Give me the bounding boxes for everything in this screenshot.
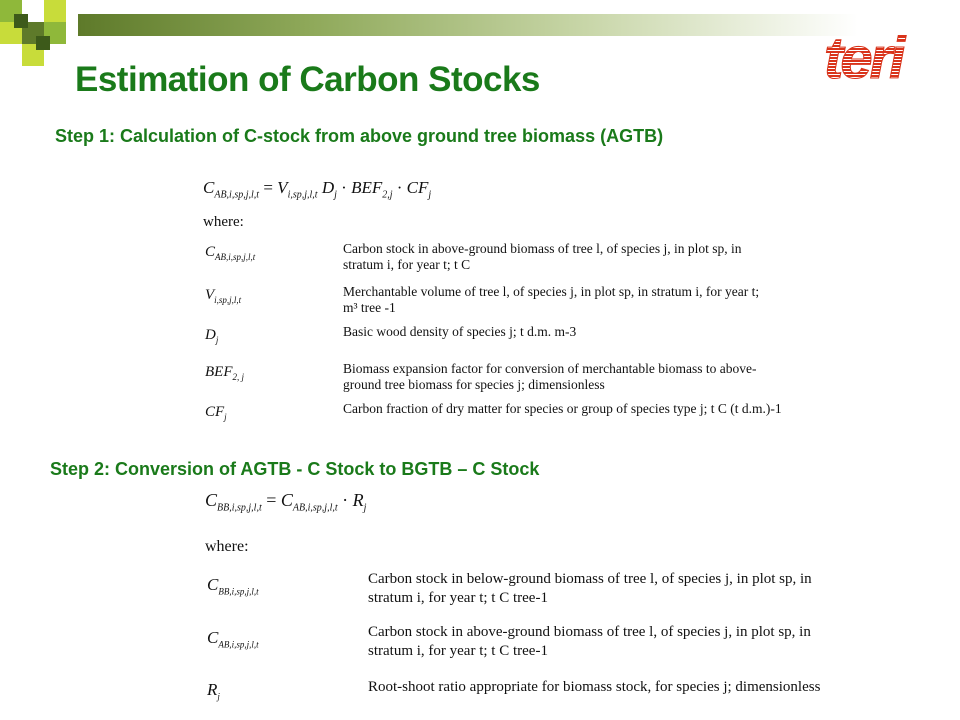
step2-def-symbol: $C_{AB,i,sp,j,l,t}$ xyxy=(207,628,259,650)
step1-def-description: Carbon fraction of dry matter for species or group of species type j; t C (t d.m.)-1 xyxy=(343,401,782,416)
step2-where-label: where: xyxy=(205,538,249,555)
step2-def-symbol: $C_{BB,i,sp,j,l,t}$ xyxy=(207,575,259,597)
step1-def-description: Merchantable volume of tree l, of species j, in plot sp, in stratum i, for year t; m³ tree -1 xyxy=(343,284,760,315)
step1-def-symbol: $D_j$ xyxy=(205,327,219,345)
step1-def-description: Carbon stock in above-ground biomass of tree l, of species j, in plot sp, in stratum i, for year t; t C xyxy=(343,241,742,272)
step1-def-description: Biomass expansion factor for conversion of merchantable biomass to above- ground tree biomass for species j; dimensionless xyxy=(343,361,757,392)
step2-def-description: Carbon stock in above-ground biomass of tree l, of species j, in plot sp, in stratum i, for year t; t C tree-1 xyxy=(368,624,811,659)
step1-equation: $C_{AB,i,sp,j,l,t} = V_{i,sp,j,l,t}$ $D_j \cdot BEF_{2,j} \cdot CF_j$ xyxy=(203,178,432,201)
step1-heading: Step 1: Calculation of C-stock from above ground tree biomass (AGTB) xyxy=(55,126,664,146)
step2-heading: Step 2: Conversion of AGTB - C Stock to BGTB – C Stock xyxy=(50,459,540,479)
step2-equation: $C_{BB,i,sp,j,l,t} = C_{AB,i,sp,j,l,t} \cdot R_j$ xyxy=(205,490,367,514)
slide-title: Estimation of Carbon Stocks xyxy=(75,60,540,99)
step1-def-symbol: $BEF_{2, j}$ xyxy=(205,364,245,382)
step1-def-symbol: $V_{i,sp,j,l,t}$ xyxy=(205,287,242,305)
step1-def-symbol: $C_{AB,i,sp,j,l,t}$ xyxy=(205,244,256,262)
step1-where-label: where: xyxy=(203,214,244,230)
step1-def-symbol: $CF_j$ xyxy=(205,404,227,422)
step2-def-description: Root-shoot ratio appropriate for biomass stock, for species j; dimensionless xyxy=(368,679,821,695)
step1-def-description: Basic wood density of species j; t d.m. m-3 xyxy=(343,324,577,339)
svg-text:teri: teri xyxy=(824,26,903,91)
teri-logo xyxy=(818,18,933,94)
step2-def-symbol: $R_j$ xyxy=(207,680,220,702)
step2-def-description: Carbon stock in below-ground biomass of tree l, of species j, in plot sp, in stratum i, for year t; t C tree-1 xyxy=(368,571,812,606)
